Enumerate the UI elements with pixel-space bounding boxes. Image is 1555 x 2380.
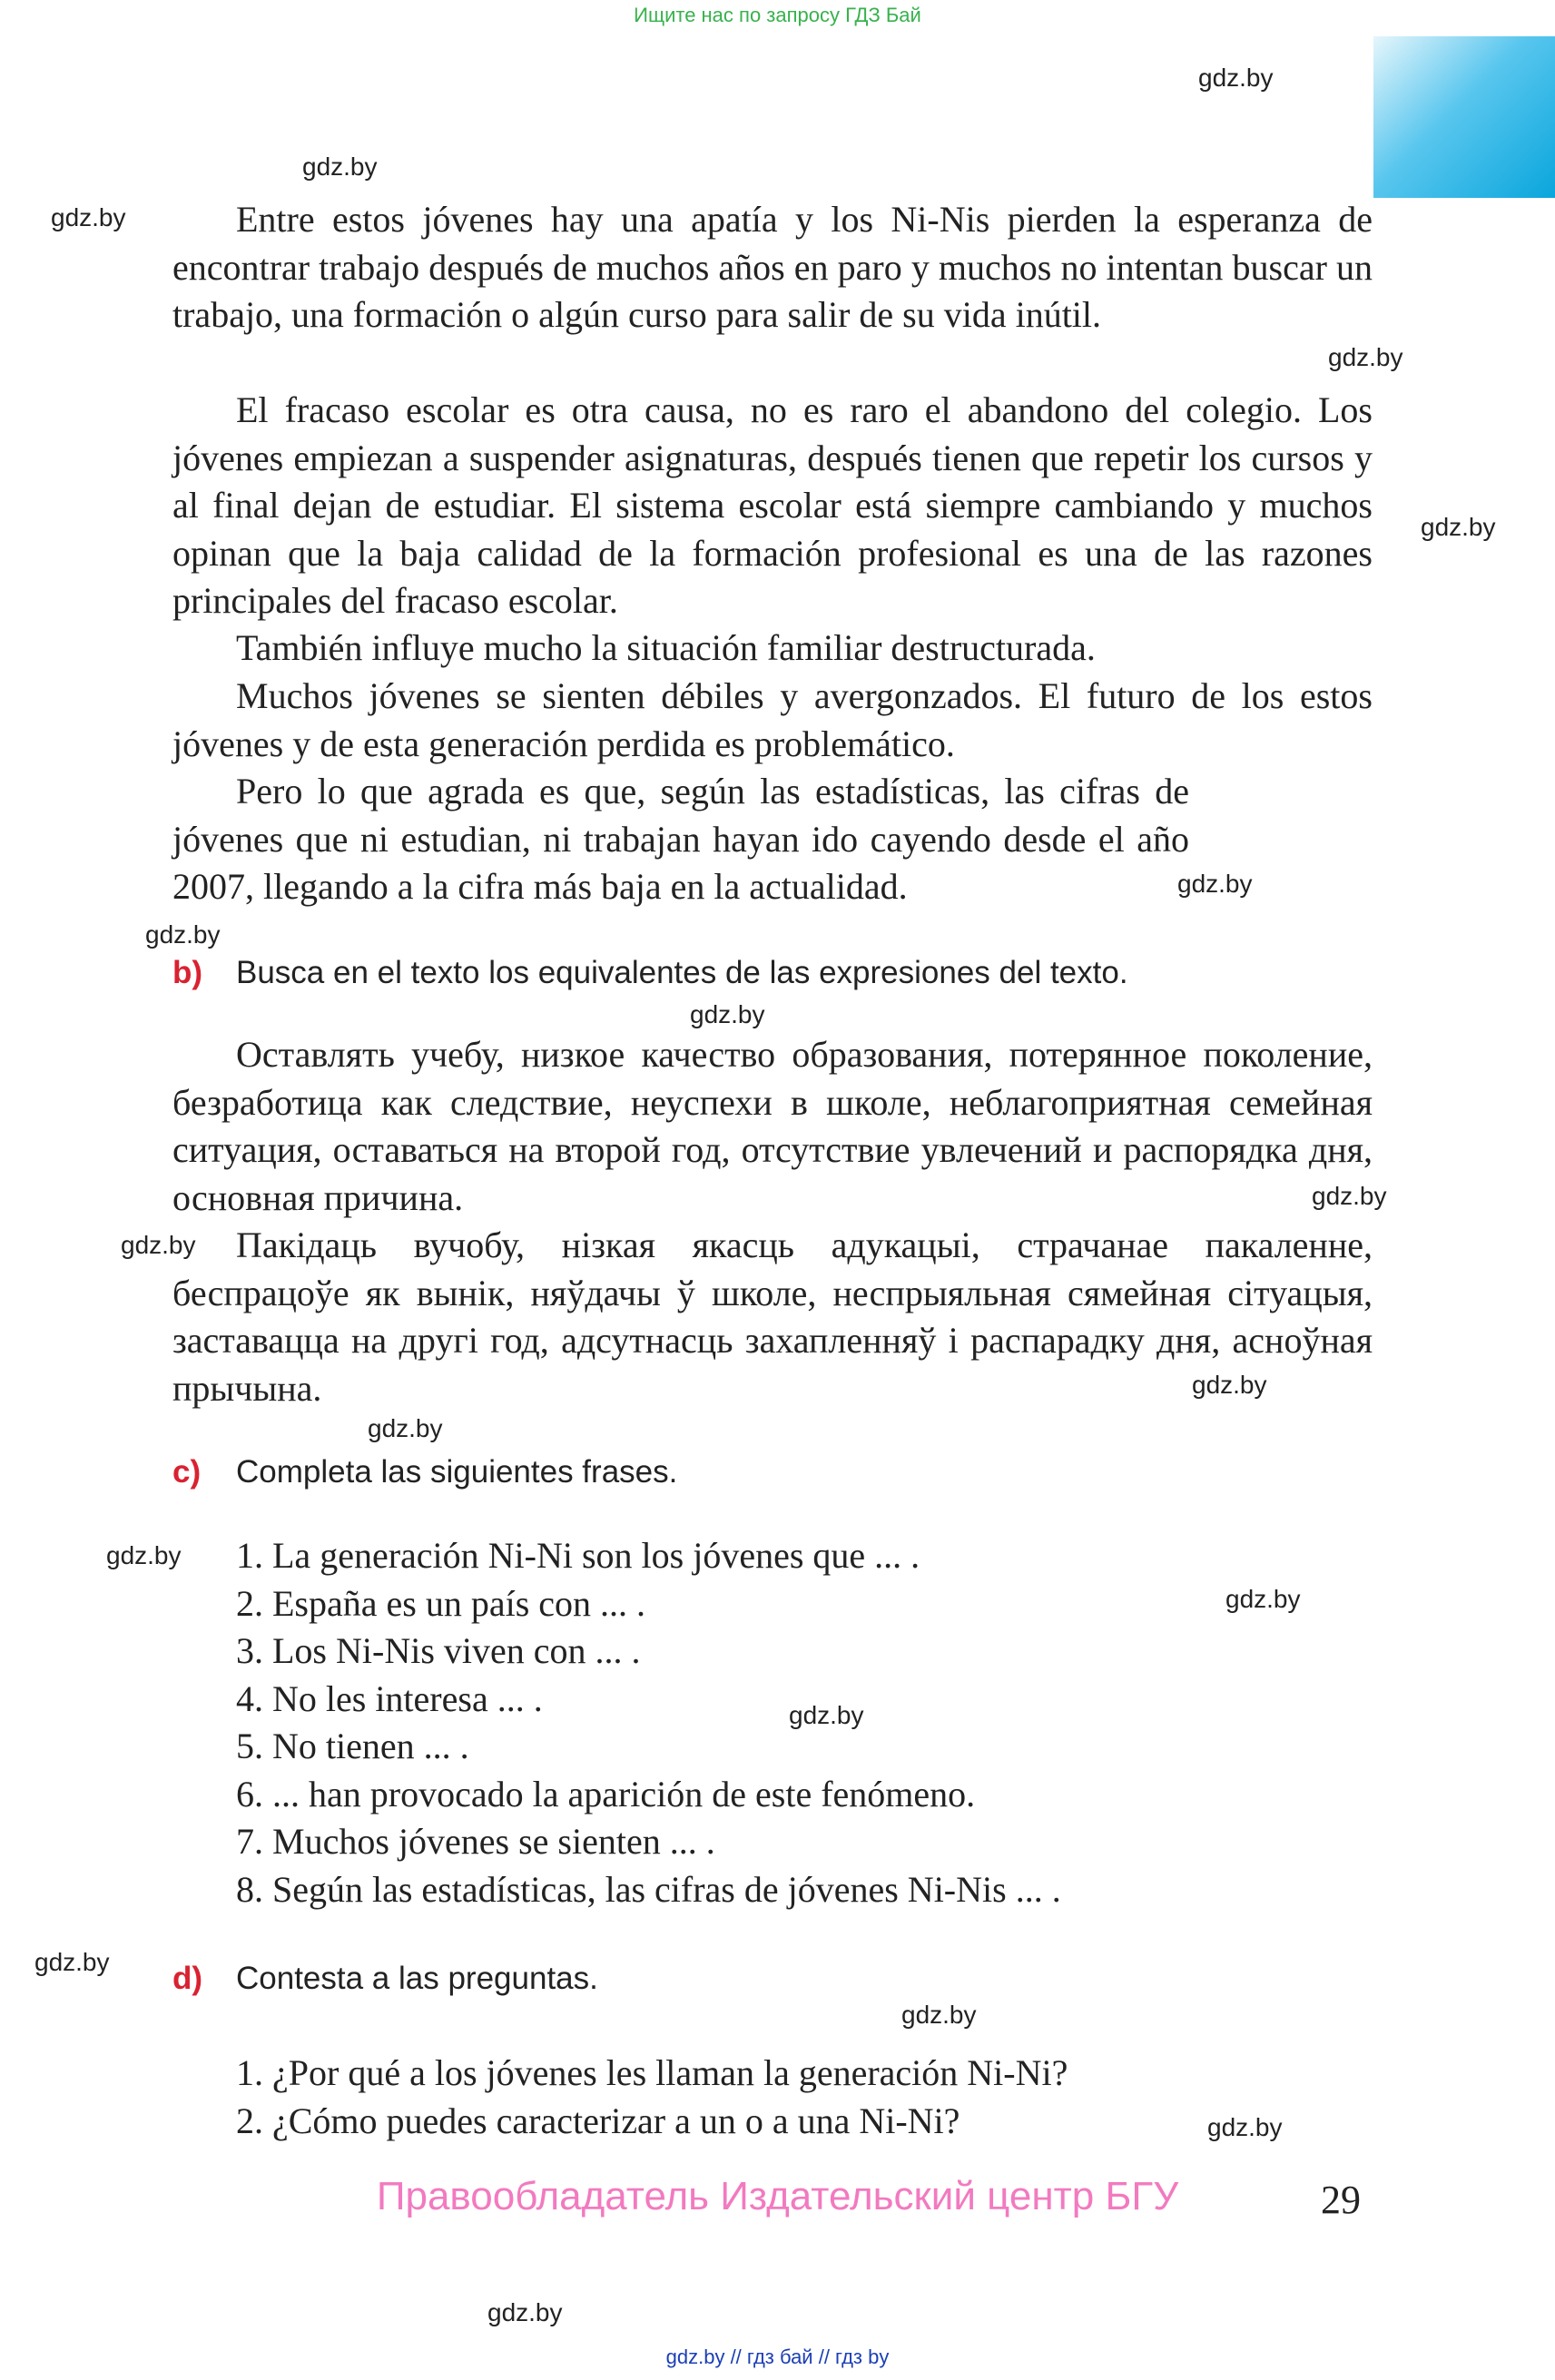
task-instruction: Completa las siguientes frases. — [236, 1454, 678, 1490]
watermark: gdz.by — [1225, 1585, 1301, 1613]
task-instruction: Contesta a las preguntas. — [236, 1961, 598, 1996]
watermark: gdz.by — [51, 203, 126, 231]
list-item: 3. Los Ni-Nis viven con ... . — [236, 1630, 641, 1671]
list-item: 2. España es un país con ... . — [236, 1582, 646, 1624]
watermark: gdz.by — [1198, 64, 1274, 92]
list-item: 2. ¿Cómo puedes caracterizar a un o a una Ni-Ni? — [236, 2100, 960, 2141]
task-letter: b) — [172, 955, 203, 990]
list-item: 1. La generación Ni-Ni son los jóvenes que ... . — [236, 1535, 920, 1576]
paragraph: El fracaso escolar es otra causa, no es raro el abandono del colegio. Los jóvenes empiezan a suspender asignaturas, después tienen que repetir los cursos y al final dejan de estudiar. El sistema escolar está siempre cambiando y muchos opinan que la baja calidad de la formación profesional es una de las razones principales del fracaso escolar. — [172, 389, 1373, 621]
corner-tab-decoration — [1373, 36, 1555, 198]
paragraph: Entre estos jóvenes hay una apatía y los Ni-Nis pierden la esperanza de encontrar trabajo después de muchos años en paro y muchos no intentan buscar un trabajo, una formación o algún curso para salir de su vida inútil. — [172, 199, 1373, 335]
watermark: gdz.by — [1177, 870, 1253, 898]
page-number: 29 — [1321, 2178, 1361, 2222]
task-letter: c) — [172, 1454, 202, 1490]
watermark: gdz.by — [1207, 2113, 1283, 2141]
copyright-notice: Правообладатель Издательский центр БГУ — [376, 2174, 1179, 2218]
watermark: gdz.by — [901, 2001, 977, 2029]
watermark: gdz.by — [487, 2298, 563, 2326]
list-item: 6. ... han provocado la aparición de este fenómeno. — [236, 1773, 976, 1815]
task-c — [172, 1454, 677, 1490]
watermark: gdz.by — [1312, 1182, 1387, 1210]
questions-list — [236, 2050, 1068, 2145]
watermark: gdz.by — [302, 152, 378, 181]
task-instruction: Busca en el texto los equivalentes de las expresiones del texto. — [236, 955, 1128, 990]
watermark: gdz.by — [1328, 343, 1403, 371]
paragraph: Muchos jóvenes se sienten débiles y avergonzados. El futuro de los estos jóvenes y de esta generación perdida es problemático. — [172, 675, 1373, 764]
list-item: 7. Muchos jóvenes se sienten ... . — [236, 1821, 715, 1862]
watermark: gdz.by — [1192, 1371, 1267, 1399]
watermark: gdz.by — [34, 1948, 110, 1976]
list-item: 8. Según las estadísticas, las cifras de jóvenes Ni-Nis ... . — [236, 1868, 1061, 1910]
watermark: gdz.by — [690, 1000, 765, 1028]
russian-expressions: Оставлять учебу, низкое качество образования, потерянное поколение, безработица как следствие, неуспехи в школе, неблагоприятная семейная ситуация, оставаться на второй год, отсутствие увлечений и распорядка дня, основная причина. — [172, 1034, 1373, 1218]
watermark: gdz.by — [789, 1701, 864, 1729]
list-item: 1. ¿Por qué a los jóvenes les llaman la generación Ni-Ni? — [236, 2052, 1068, 2093]
footer-links[interactable]: gdz.by // гдз бай // гдз by — [665, 2346, 890, 2368]
task-letter: d) — [172, 1961, 203, 1996]
list-item: 5. No tienen ... . — [236, 1726, 469, 1766]
paragraph: Pero lo que agrada es que, según las estadísticas, las cifras de jóvenes que ni estudian, ni trabajan hayan ido cayendo desde el año 2007, llegando a la cifra más baja en la actualidad. — [172, 771, 1189, 907]
watermark: gdz.by — [368, 1414, 443, 1442]
top-banner: Ищите нас по запросу ГДЗ Бай — [634, 4, 921, 26]
sentences-list — [236, 1532, 1061, 1913]
paragraph: También influye mucho la situación familiar destructurada. — [236, 627, 1096, 668]
belarusian-expressions: Пакідаць вучобу, нізкая якасць адукацыі, страчанае пакаленне, беспрацоўе як вынік, няўдачы ў школе, неспрыяльная сямейная сітуацыя, заставацца на другі год, адсутнасць захапленняў і распарадку дня, асноўная прычына. — [172, 1224, 1373, 1409]
task-b — [172, 955, 1128, 991]
watermark: gdz.by — [145, 920, 221, 949]
watermark: gdz.by — [106, 1541, 182, 1569]
watermark: gdz.by — [121, 1231, 196, 1259]
task-d — [172, 1961, 598, 1997]
watermark: gdz.by — [1421, 513, 1496, 541]
list-item: 4. No les interesa ... . — [236, 1677, 543, 1719]
